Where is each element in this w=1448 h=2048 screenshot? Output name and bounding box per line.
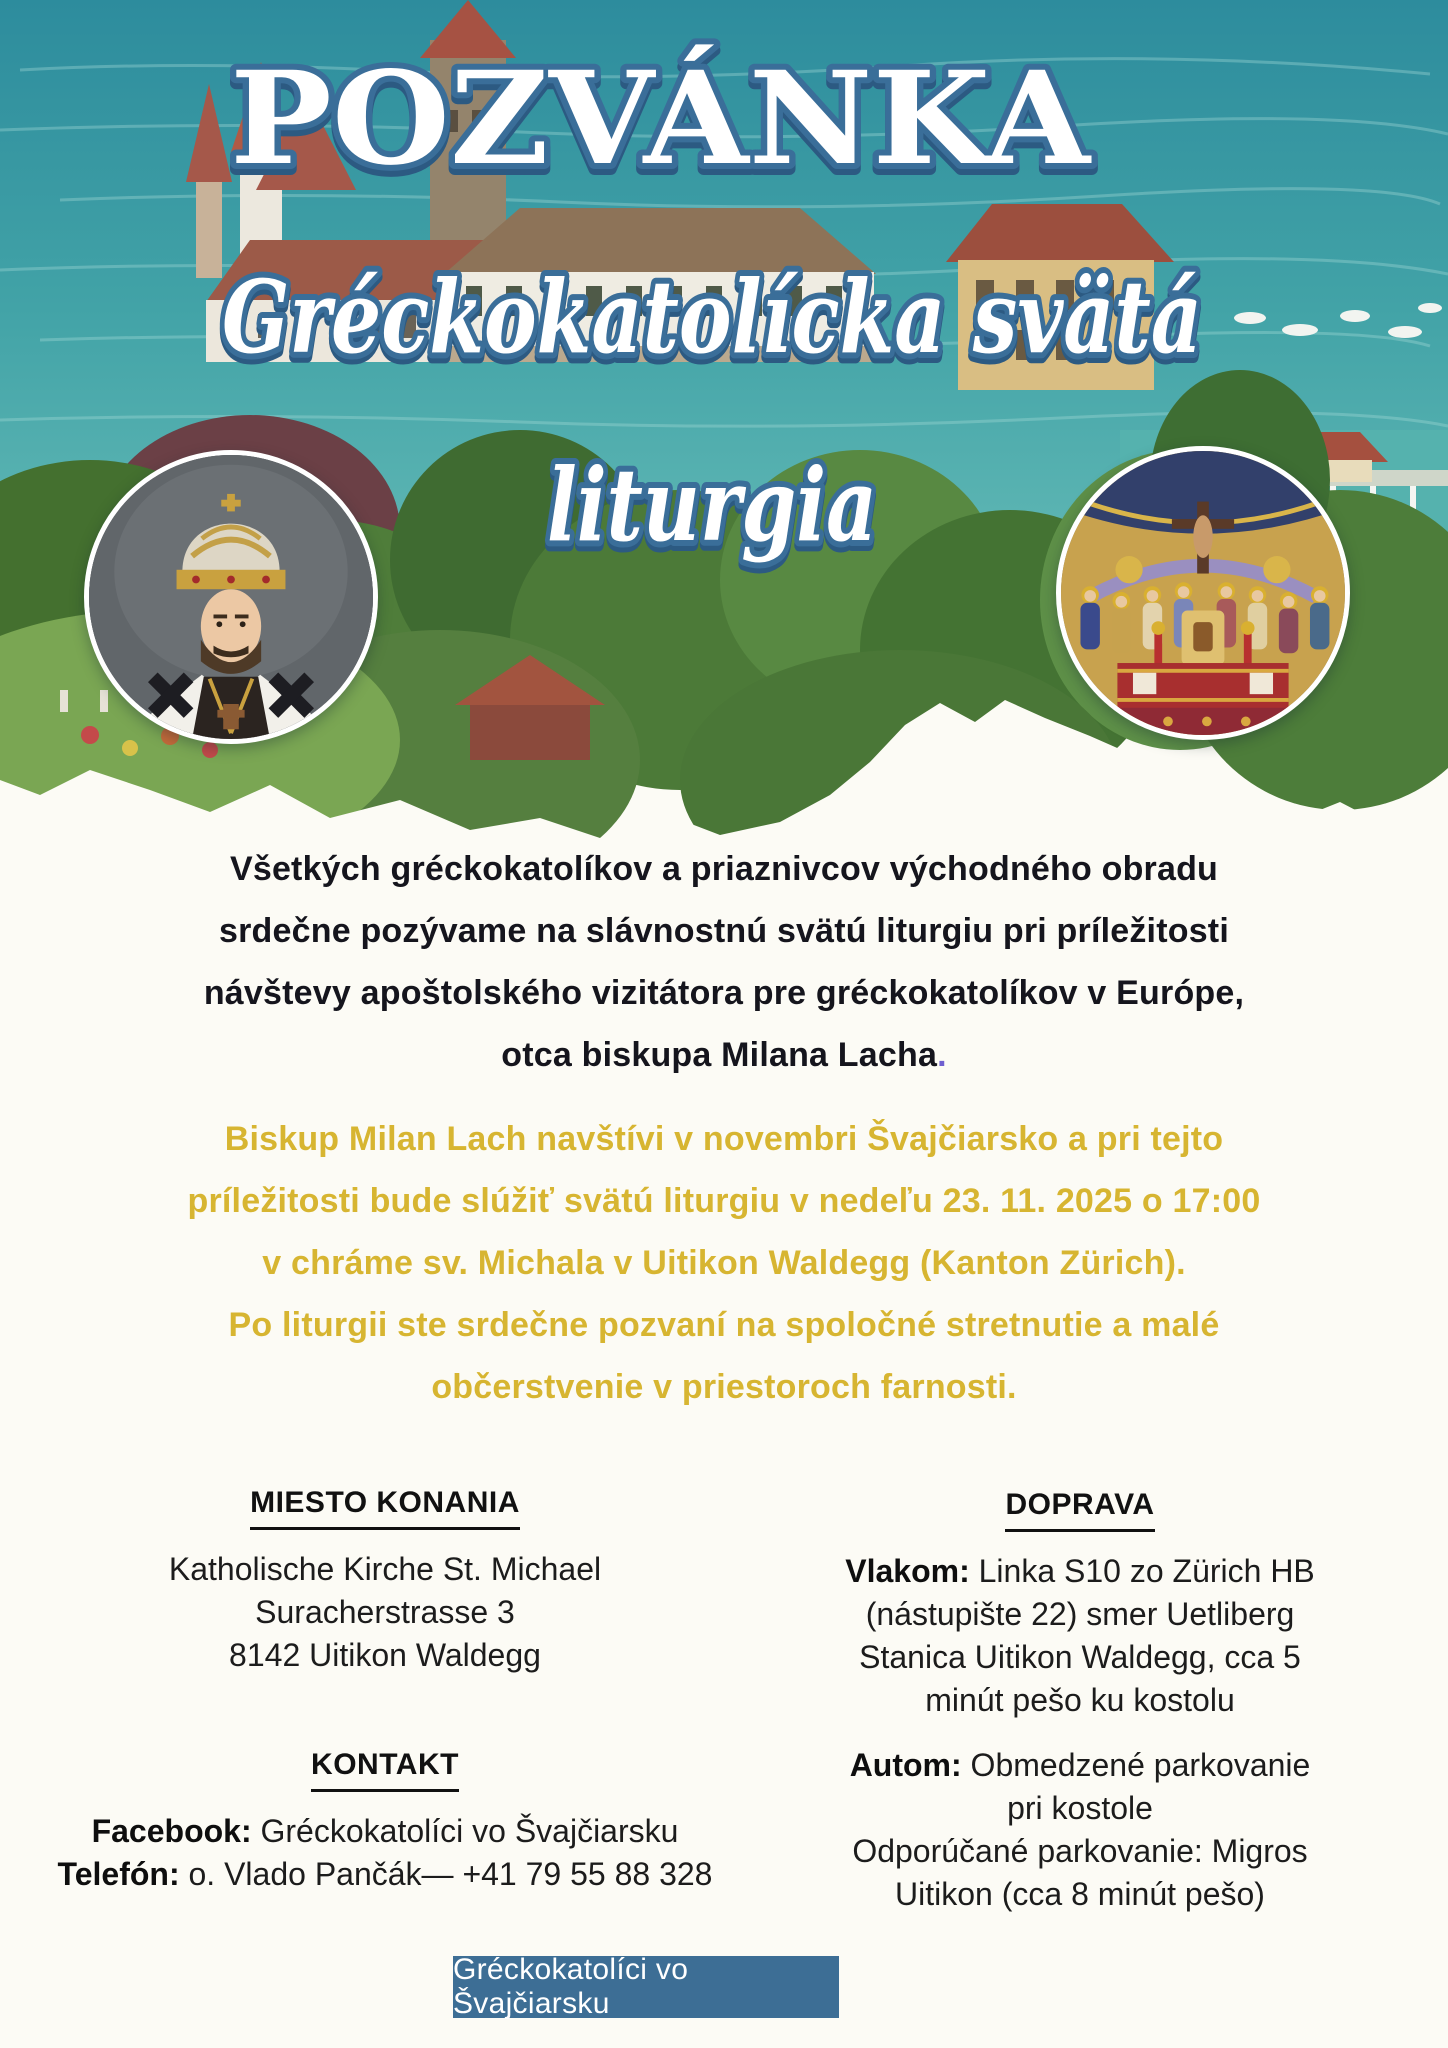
church-altar-photo (1056, 446, 1350, 740)
highlight-paragraph (110, 1108, 1338, 1418)
poster-subtitle-line1: Gréckokatolícka svätá (222, 258, 1202, 376)
bishop-illustration (89, 455, 373, 739)
highlight-line: v chráme sv. Michala v Uitikon Waldegg (Kanton Zürich). (262, 1244, 1186, 1282)
poster-subtitle-line2: liturgia (547, 446, 877, 564)
venue-heading: MIESTO KONANIA (40, 1480, 730, 1530)
highlight-line: občerstvenie v priestoroch farnosti. (431, 1368, 1017, 1406)
venue-line: Suracherstrasse 3 (255, 1594, 515, 1630)
poster-title: POZVÁNKA (230, 44, 1092, 194)
contact-section (30, 1742, 740, 1896)
chateau (434, 208, 884, 362)
contact-facebook: Facebook: Gréckokatolíci vo Švajčiarsku (91, 1813, 679, 1849)
footer-community-button[interactable] (453, 1953, 839, 2020)
footer-button-label: Gréckokatolíci vo Švajčiarsku (453, 1953, 689, 2020)
intro-line: Všetkých gréckokatolíkov a priaznivcov východného obradu (229, 850, 1219, 888)
venue-section (40, 1480, 730, 1677)
car-label: Autom: (849, 1747, 962, 1783)
intro-line: návštevy apoštolského vizitátora pre gréckokatolíkov v Európe, (203, 974, 1245, 1012)
intro-line: srdečne pozývame na slávnostnú svätú liturgiu pri príležitosti (219, 912, 1229, 950)
accent-period: . (937, 1036, 947, 1074)
highlight-line: príležitosti bude slúžiť svätú liturgiu v nedeľu 23. 11. 2025 o 17:00 (187, 1182, 1261, 1220)
contact-heading: KONTAKT (30, 1742, 740, 1792)
altar-illustration (1061, 451, 1345, 735)
intro-paragraph (110, 838, 1338, 1086)
contact-phone: Telefón: o. Vlado Pančák— +41 79 55 88 328 (57, 1856, 713, 1892)
transport-train: Vlakom: Linka S10 zo Zürich HB (nástupište 22) smer Uetliberg Stanica Uitikon Waldegg, cca 5 minút pešo ku kostolu (845, 1553, 1315, 1718)
transport-car: Autom: Obmedzené parkovanie pri kostole Odporúčané parkovanie: Migros Uitikon (cca 8 minút pešo) (849, 1747, 1311, 1912)
highlight-line: Po liturgii ste srdečne pozvaní na spoločné stretnutie a malé (228, 1306, 1220, 1344)
bishop-photo (84, 450, 378, 744)
intro-line: otca biskupa Milana Lacha. (501, 1036, 947, 1074)
venue-line: 8142 Uitikon Waldegg (229, 1637, 541, 1673)
highlight-line: Biskup Milan Lach navštívi v novembri Švajčiarsko a pri tejto (224, 1120, 1224, 1158)
transport-section (780, 1482, 1380, 1916)
train-label: Vlakom: (845, 1553, 970, 1589)
venue-line: Katholische Kirche St. Michael (168, 1551, 602, 1587)
transport-heading: DOPRAVA (780, 1482, 1380, 1532)
ochre-house (946, 204, 1174, 390)
